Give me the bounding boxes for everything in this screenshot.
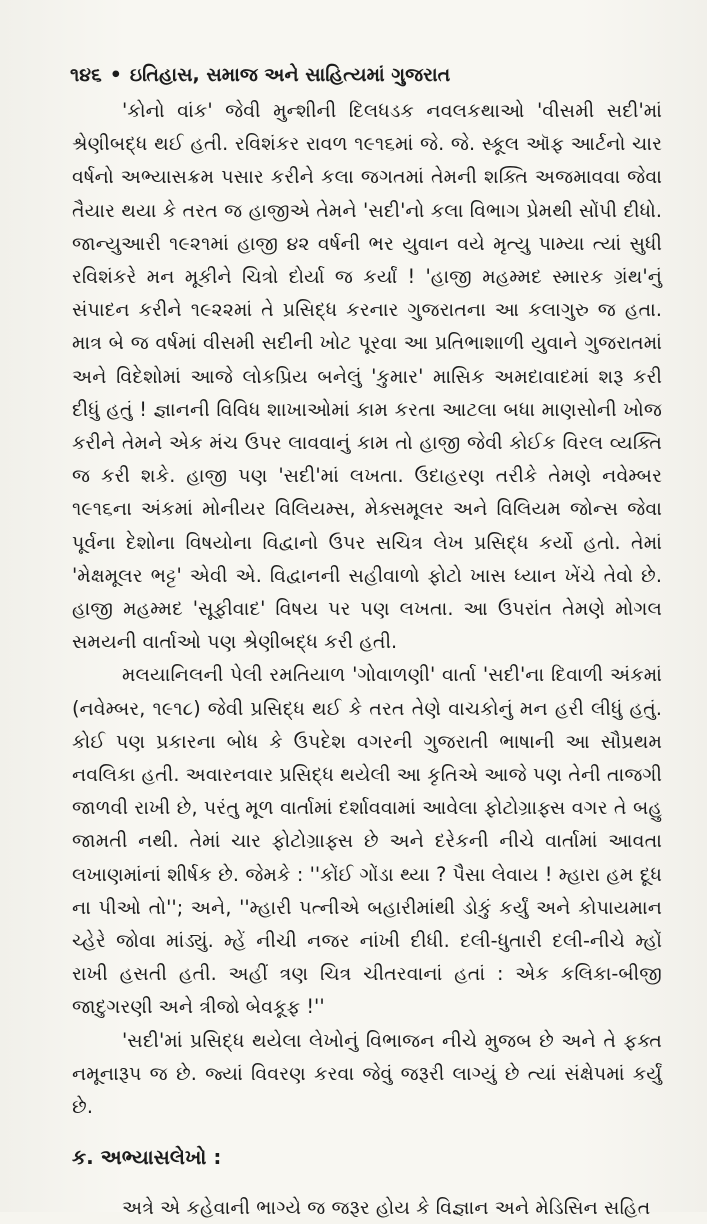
paragraph-4: અત્રે એ કહેવાની ભાગ્યે જ જરૂર હોય કે વિજ્ઞાન અને મેડિસિન સહિત bbox=[122, 1195, 651, 1219]
page-number: ૧૪૬ bbox=[70, 64, 102, 86]
paragraph-2: મલયાનિલની પેલી રમતિયાળ 'ગોવાળણી' વાર્તા 'સદી'ના દિવાળી અંકમાં (નવેમ્બર, ૧૯૧૮) જેવી પ્રસિદ્ધ થઈ કે તરત તેણે વાચકોનું મન હરી લીધું હતું. કોઈ પણ પ્રકારના બોધ કે ઉપદેશ વગરની ગુજરાતી ભાષાની આ સૌપ્રથમ નવલિકા હતી. અવારનવાર પ્રસિદ્ધ થયેલી આ કૃતિએ આજે પણ તેની તાજગી જાળવી રાખી છે, પરંતુ મૂળ વાર્તામાં દર્શાવવામાં આવેલા ફોટોગ્રાફ્સ વગર તે બહુ જામતી નથી. તેમાં ચાર ફોટોગ્રાફ્સ છે અને દરેકની નીચે વાર્તામાં આવતા લખાણમાંનાં શીર્ષક છે. જેમકે : ''કોંઈ ગોંડા થ્યા ? પૈસા લેવાય ! મ્હારા હમ દૂધ ના પીઓ તો''; અને, ''મ્હારી પત્નીએ બહારીમાંથી ડોકું કર્યું અને કોપાયમાન ચ્હેરે જોવા માંડ્યું. મ્હેં નીચી નજર નાંખી દીધી. દલી-ધુતારી દલી-નીચે મ્હોં રાખી હસતી હતી. અહીં ત્રણ ચિત્ર ચીતરવાનાં હતાં : એક કલિકા-બીજી જાદુગરણી અને ત્રીજો બેવકૂફ !'' bbox=[72, 663, 662, 1019]
paragraph-3: 'સદી'માં પ્રસિદ્ધ થયેલા લેખોનું વિભાજન નીચે મુજબ છે અને તે ફક્ત નમૂનારૂપ જ છે. જ્યાં વિવરણ કરવા જેવું જરૂરી લાગ્યું છે ત્યાં સંક્ષેપમાં કર્યું છે. bbox=[72, 1028, 662, 1119]
running-header bbox=[70, 60, 450, 90]
paragraph-1: 'કોનો વાંક' જેવી મુન્શીની દિલધડક નવલકથાઓ 'વીસમી સદી'માં શ્રેણીબદ્ધ થઈ હતી. રવિશંકર રાવળ ૧૯૧૬માં જે. જે. સ્કૂલ ઑફ આર્ટનો ચાર વર્ષનો અભ્યાસક્રમ પસાર કરીને કલા જગતમાં તેમની શક્તિ અજમાવવા જેવા તૈયાર થયા કે તરત જ હાજીએ તેમને 'સદી'નો કલા વિભાગ પ્રેમથી સોંપી દીધો. જાન્યુઆરી ૧૯૨૧માં હાજી ૪૨ વર્ષની ભર યુવાન વયે મૃત્યુ પામ્યા ત્યાં સુધી રવિશંકરે મન મૂકીને ચિત્રો દોર્યા જ કર્યાં ! 'હાજી મહમ્મદ સ્મારક ગ્રંથ'નું સંપાદન કરીને ૧૯૨૨માં તે પ્રસિદ્ધ કરનાર ગુજરાતના આ કલાગુરુ જ હતા. માત્ર બે જ વર્ષમાં વીસમી સદીની ખોટ પૂરવા આ પ્રતિભાશાળી યુવાને ગુજરાતમાં અને વિદેશોમાં આજે લોકપ્રિય બનેલું 'કુમાર' માસિક અમદાવાદમાં શરૂ કરી દીધું હતું ! જ્ઞાનની વિવિધ શાખાઓમાં કામ કરતા આટલા બધા માણસોની ખોજ કરીને તેમને એક મંચ ઉપર લાવવાનું કામ તો હાજી જેવી કોઈક વિરલ વ્યક્તિ જ કરી શકે. હાજી પણ 'સદી'માં લખતા. ઉદાહરણ તરીકે તેમણે નવેમ્બર ૧૯૧૬ના અંકમાં મોનીયર વિલિયમ્સ, મેક્સમૂલર અને વિલિયમ જોન્સ જેવા પૂર્વના દેશોના વિષયોના વિદ્વાનો ઉપર સચિત્ર લેખ પ્રસિદ્ધ કર્યો હતો. તેમાં 'મેક્ષમૂલર ભટ્ટ' એવી એ. વિદ્વાનની સહીવાળો ફોટો ખાસ ધ્યાન ખેંચે તેવો છે. હાજી મહમ્મદ 'સૂફીવાદ' વિષય પર પણ લખતા. આ ઉપરાંત તેમણે મોગલ સમયની વાર્તાઓ પણ શ્રેણીબદ્ધ કરી હતી. bbox=[72, 99, 662, 654]
running-title: ઇતિહાસ, સમાજ અને સાહિત્યમાં ગુજરાત bbox=[129, 64, 451, 86]
section-heading: ક. અભ્યાસલેખો : bbox=[72, 1145, 222, 1170]
header-bullet: • bbox=[109, 64, 122, 86]
body-text bbox=[72, 94, 662, 1224]
